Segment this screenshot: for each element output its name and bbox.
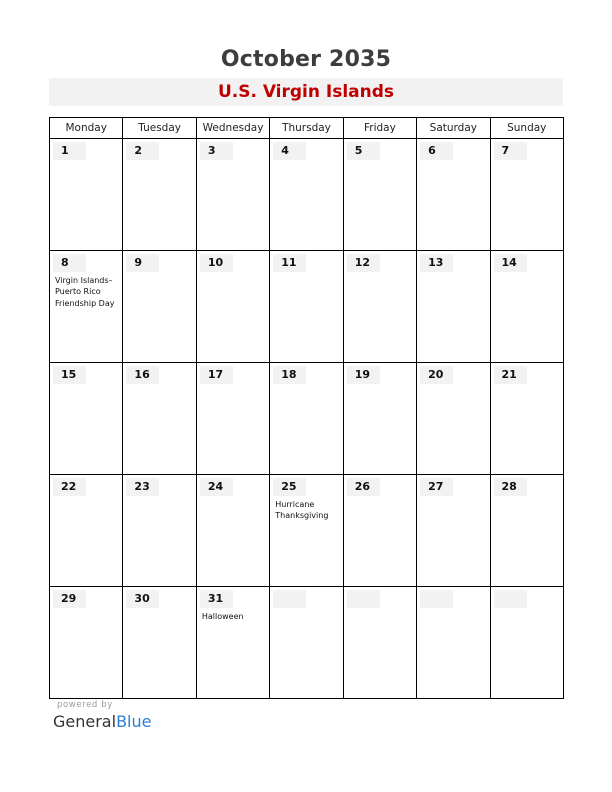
- empty-day-marker: [420, 590, 453, 608]
- day-cell: [196, 251, 269, 363]
- brand-general: General: [53, 712, 117, 731]
- empty-day-cell: [417, 587, 490, 699]
- week-row: [50, 363, 564, 475]
- holiday-event: Virgin Islands–Puerto Rico Friendship Day: [55, 276, 115, 308]
- day-cell: [490, 139, 563, 251]
- holiday-event: Halloween: [201, 612, 244, 621]
- day-cell: [50, 363, 123, 475]
- day-number: 20: [420, 366, 453, 384]
- empty-day-marker: [347, 590, 380, 608]
- day-cell: [490, 475, 563, 587]
- day-number: 30: [126, 590, 159, 608]
- day-number: 13: [420, 254, 453, 272]
- day-cell: [123, 363, 196, 475]
- empty-day-cell: [490, 587, 563, 699]
- week-row: [50, 251, 564, 363]
- day-cell: [270, 363, 343, 475]
- day-number: 31: [200, 590, 233, 608]
- weekday-wednesday: Wednesday: [196, 118, 269, 139]
- day-number: 22: [53, 478, 86, 496]
- empty-day-cell: [343, 587, 416, 699]
- day-number: 25: [273, 478, 306, 496]
- day-cell: [343, 251, 416, 363]
- day-cell: [417, 139, 490, 251]
- calendar-grid: [49, 117, 564, 699]
- day-number: 11: [273, 254, 306, 272]
- weekday-sunday: Sunday: [490, 118, 563, 139]
- day-number: 21: [494, 366, 527, 384]
- weekday-header-row: [50, 118, 564, 139]
- day-cell: [417, 363, 490, 475]
- empty-day-marker: [273, 590, 306, 608]
- weekday-saturday: Saturday: [417, 118, 490, 139]
- day-cell: [343, 363, 416, 475]
- day-cell: [270, 139, 343, 251]
- week-row: [50, 587, 564, 699]
- day-number: 5: [347, 142, 380, 160]
- day-cell: [417, 251, 490, 363]
- day-number: 8: [53, 254, 86, 272]
- day-number: 17: [200, 366, 233, 384]
- day-cell: [50, 587, 123, 699]
- holiday-event: Hurricane Thanksgiving: [275, 500, 329, 521]
- empty-day-marker: [494, 590, 527, 608]
- day-number: 6: [420, 142, 453, 160]
- day-cell: [270, 475, 343, 587]
- day-number: 10: [200, 254, 233, 272]
- weekday-tuesday: Tuesday: [123, 118, 196, 139]
- day-cell: [490, 363, 563, 475]
- brand-blue: Blue: [116, 712, 152, 731]
- day-number: 27: [420, 478, 453, 496]
- region-banner: [49, 78, 563, 106]
- day-number: 14: [494, 254, 527, 272]
- weekday-monday: Monday: [50, 118, 123, 139]
- weekday-friday: Friday: [343, 118, 416, 139]
- day-cell: [196, 475, 269, 587]
- day-cell: [123, 587, 196, 699]
- day-number: 18: [273, 366, 306, 384]
- day-cell: [50, 475, 123, 587]
- weekday-thursday: Thursday: [270, 118, 343, 139]
- day-number: 1: [53, 142, 86, 160]
- day-number: 15: [53, 366, 86, 384]
- day-cell: [343, 139, 416, 251]
- day-cell: [50, 139, 123, 251]
- day-cell: [270, 251, 343, 363]
- day-cell: [123, 139, 196, 251]
- footer-branding: [53, 700, 151, 731]
- day-cell: [123, 475, 196, 587]
- day-number: 24: [200, 478, 233, 496]
- day-number: 28: [494, 478, 527, 496]
- day-cell: [196, 139, 269, 251]
- day-number: 2: [126, 142, 159, 160]
- region-name: U.S. Virgin Islands: [217, 82, 395, 102]
- week-row: [50, 139, 564, 251]
- day-cell: [196, 363, 269, 475]
- brand-logo[interactable]: [53, 712, 151, 731]
- powered-by-label: powered by: [57, 700, 113, 710]
- week-row: [50, 475, 564, 587]
- empty-day-cell: [270, 587, 343, 699]
- day-number: 4: [273, 142, 306, 160]
- day-cell: [123, 251, 196, 363]
- day-number: 23: [126, 478, 159, 496]
- day-number: 16: [126, 366, 159, 384]
- day-cell: [50, 251, 123, 363]
- day-number: 19: [347, 366, 380, 384]
- day-number: 26: [347, 478, 380, 496]
- day-number: 3: [200, 142, 233, 160]
- calendar-title: October 2035: [220, 47, 392, 72]
- day-cell: [196, 587, 269, 699]
- day-number: 29: [53, 590, 86, 608]
- day-number: 7: [494, 142, 527, 160]
- day-cell: [343, 475, 416, 587]
- day-number: 9: [126, 254, 159, 272]
- day-number: 12: [347, 254, 380, 272]
- day-cell: [490, 251, 563, 363]
- day-cell: [417, 475, 490, 587]
